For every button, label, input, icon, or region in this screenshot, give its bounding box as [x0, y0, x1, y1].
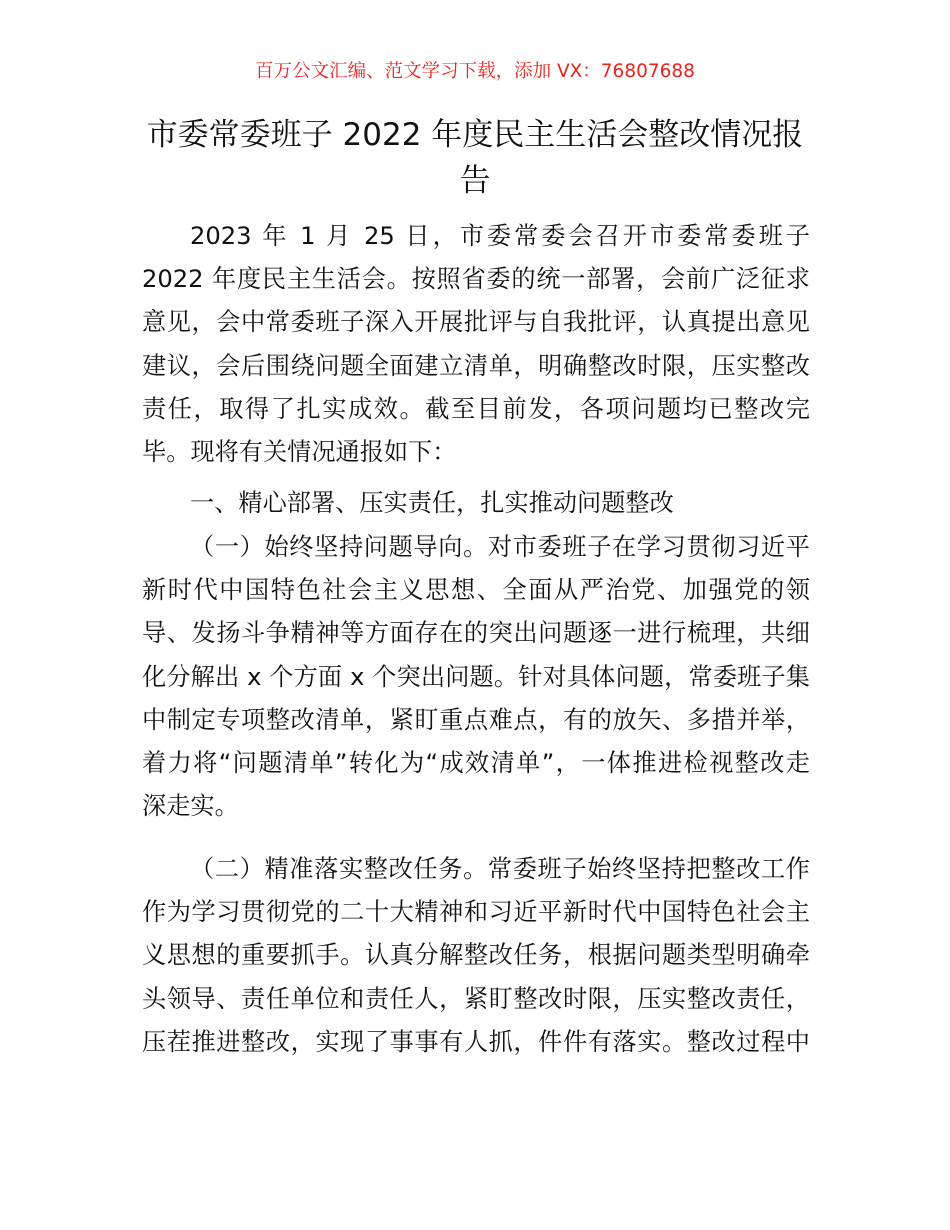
text-line: 义思想的重要抓手。认真分解整改任务，根据问题类型明确牵 — [142, 941, 810, 970]
subsection-1-paragraph — [142, 526, 810, 828]
text-line: 头领导、责任单位和责任人，紧盯整改时限，压实整改责任， — [142, 984, 810, 1013]
text-line: 作为学习贯彻党的二十大精神和习近平新时代中国特色社会主 — [142, 898, 810, 927]
text-line: 2022 年度民主生活会。按照省委的统一部署，会前广泛征求 — [142, 265, 810, 294]
text-line: （二）精准落实整改任务。常委班子始终坚持把整改工作 — [190, 855, 810, 883]
text-line: 意见，会中常委班子深入开展批评与自我批评，认真提出意见 — [142, 308, 810, 337]
intro-paragraph — [142, 215, 810, 474]
text-line: 责任，取得了扎实成效。截至目前发，各项问题均已整改完 — [142, 394, 810, 423]
text-line: 深走实。 — [142, 792, 239, 821]
heading-line: 一、精心部署、压实责任，扎实推动问题整改 — [190, 489, 674, 517]
text-line: 建议，会后围绕问题全面建立清单，明确整改时限，压实整改 — [142, 351, 810, 380]
text-line: 化分解出 x 个方面 x 个突出问题。针对具体问题，常委班子集 — [142, 662, 810, 691]
text-line: 中制定专项整改清单，紧盯重点难点，有的放矢、多措并举， — [142, 705, 810, 734]
subsection-2-paragraph — [142, 848, 810, 1064]
text-line: 压茬推进整改，实现了事事有人抓，件件有落实。整改过程中 — [142, 1027, 810, 1056]
text-line: 新时代中国特色社会主义思想、全面从严治党、加强党的领 — [142, 576, 810, 605]
watermark-header: 百万公文汇编、范文学习下载，添加 VX：76807688 — [255, 61, 695, 82]
text-line: （一）始终坚持问题导向。对市委班子在学习贯彻习近平 — [190, 533, 810, 561]
text-line: 2023 年 1 月 25 日，市委常委会召开市委常委班子 — [190, 222, 810, 250]
text-line: 着力将“问题清单”转化为“成效清单”，一体推进检视整改走 — [142, 748, 810, 777]
title-line: 市委常委班子 2022 年度民主生活会整改情况报 — [146, 117, 804, 153]
text-line: 毕。现将有关情况通报如下： — [142, 437, 457, 466]
section-heading — [142, 482, 810, 525]
text-line: 导、发扬斗争精神等方面存在的突出问题逐一进行梳理，共细 — [142, 619, 810, 648]
document-title — [120, 112, 830, 204]
title-line: 告 — [459, 163, 491, 199]
